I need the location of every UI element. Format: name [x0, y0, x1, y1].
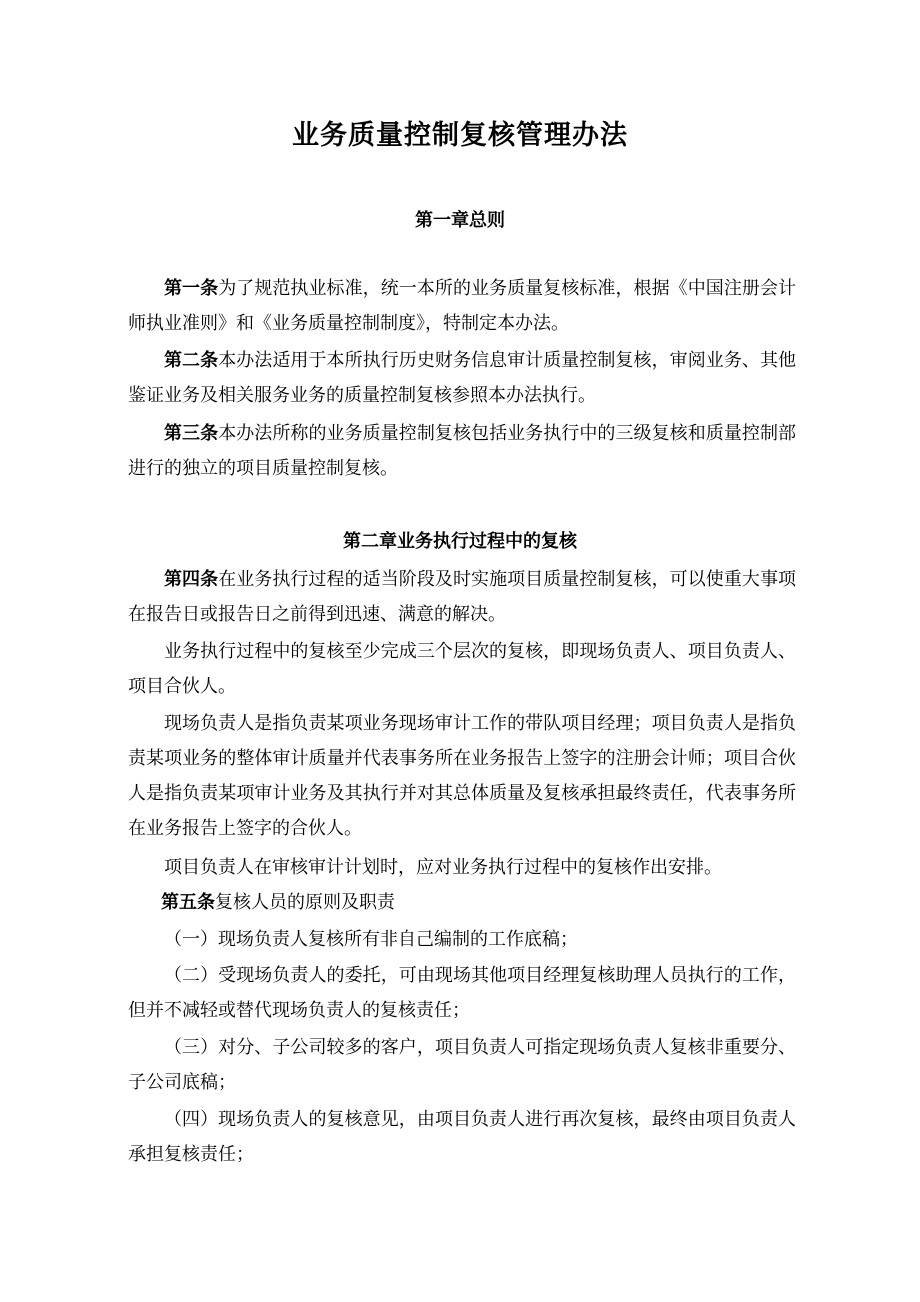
body-paragraph: 项目负责人在审核审计计划时，应对业务执行过程中的复核作出安排。 — [164, 857, 722, 878]
list-item: （三）对分、子公司较多的客户，项目负责人可指定现场负责人复核非重要分、子公司底稿； — [128, 1037, 796, 1093]
list-item: （二）受现场负责人的委托，可由现场其他项目经理复核助理人员执行的工作，但并不减轻或替代现场负责人的复核责任； — [128, 965, 796, 1021]
article-text: 本办法适用于本所执行历史财务信息审计质量控制复核，审阅业务、其他鉴证业务及相关服务业务的质量控制复核参照本办法执行。 — [128, 350, 797, 406]
article-text: 为了规范执业标准，统一本所的业务质量复核标准，根据《中国注册会计师执业准则》和《业务质量控制制度》，特制定本办法。 — [128, 278, 797, 334]
article-paragraph-5 — [128, 885, 796, 920]
article-label: 第三条 — [164, 423, 219, 444]
article-paragraph-4 — [128, 562, 796, 632]
article-text: 在业务执行过程的适当阶段及时实施项目质量控制复核，可以使重大事项在报告日或报告日之前得到迅速、满意的解决。 — [128, 569, 797, 625]
article-label: 第二条 — [164, 350, 219, 371]
article-text: 复核人员的原则及职责 — [215, 892, 395, 913]
list-item: （四）现场负责人的复核意见，由项目负责人进行再次复核，最终由项目负责人承担复核责任； — [128, 1109, 796, 1165]
article-paragraph-1 — [128, 271, 796, 341]
chapter-heading-1: 第一章总则 — [415, 210, 505, 231]
body-paragraph: 业务执行过程中的复核至少完成三个层次的复核，即现场负责人、项目负责人、项目合伙人。 — [128, 641, 796, 697]
article-text: 本办法所称的业务质量控制复核包括业务执行中的三级复核和质量控制部进行的独立的项目质量控制复核。 — [128, 423, 797, 479]
article-label: 第四条 — [164, 569, 219, 590]
article-paragraph-2 — [128, 343, 796, 413]
article-label: 第一条 — [164, 278, 219, 299]
article-label: 第五条 — [161, 892, 215, 913]
chapter-heading-2: 第二章业务执行过程中的复核 — [343, 531, 577, 552]
body-paragraph: 现场负责人是指负责某项业务现场审计工作的带队项目经理；项目负责人是指负责某项业务的整体审计质量并代表事务所在业务报告上签字的注册会计师；项目合伙人是指负责某项审计业务及其执行并对其总体质量及复核承担最终责任，代表事务所在业务报告上签字的合伙人。 — [128, 713, 796, 839]
article-paragraph-3 — [128, 416, 796, 486]
document-title: 业务质量控制复核管理办法 — [292, 120, 628, 151]
list-item: （一）现场负责人复核所有非自己编制的工作底稿； — [164, 929, 578, 950]
